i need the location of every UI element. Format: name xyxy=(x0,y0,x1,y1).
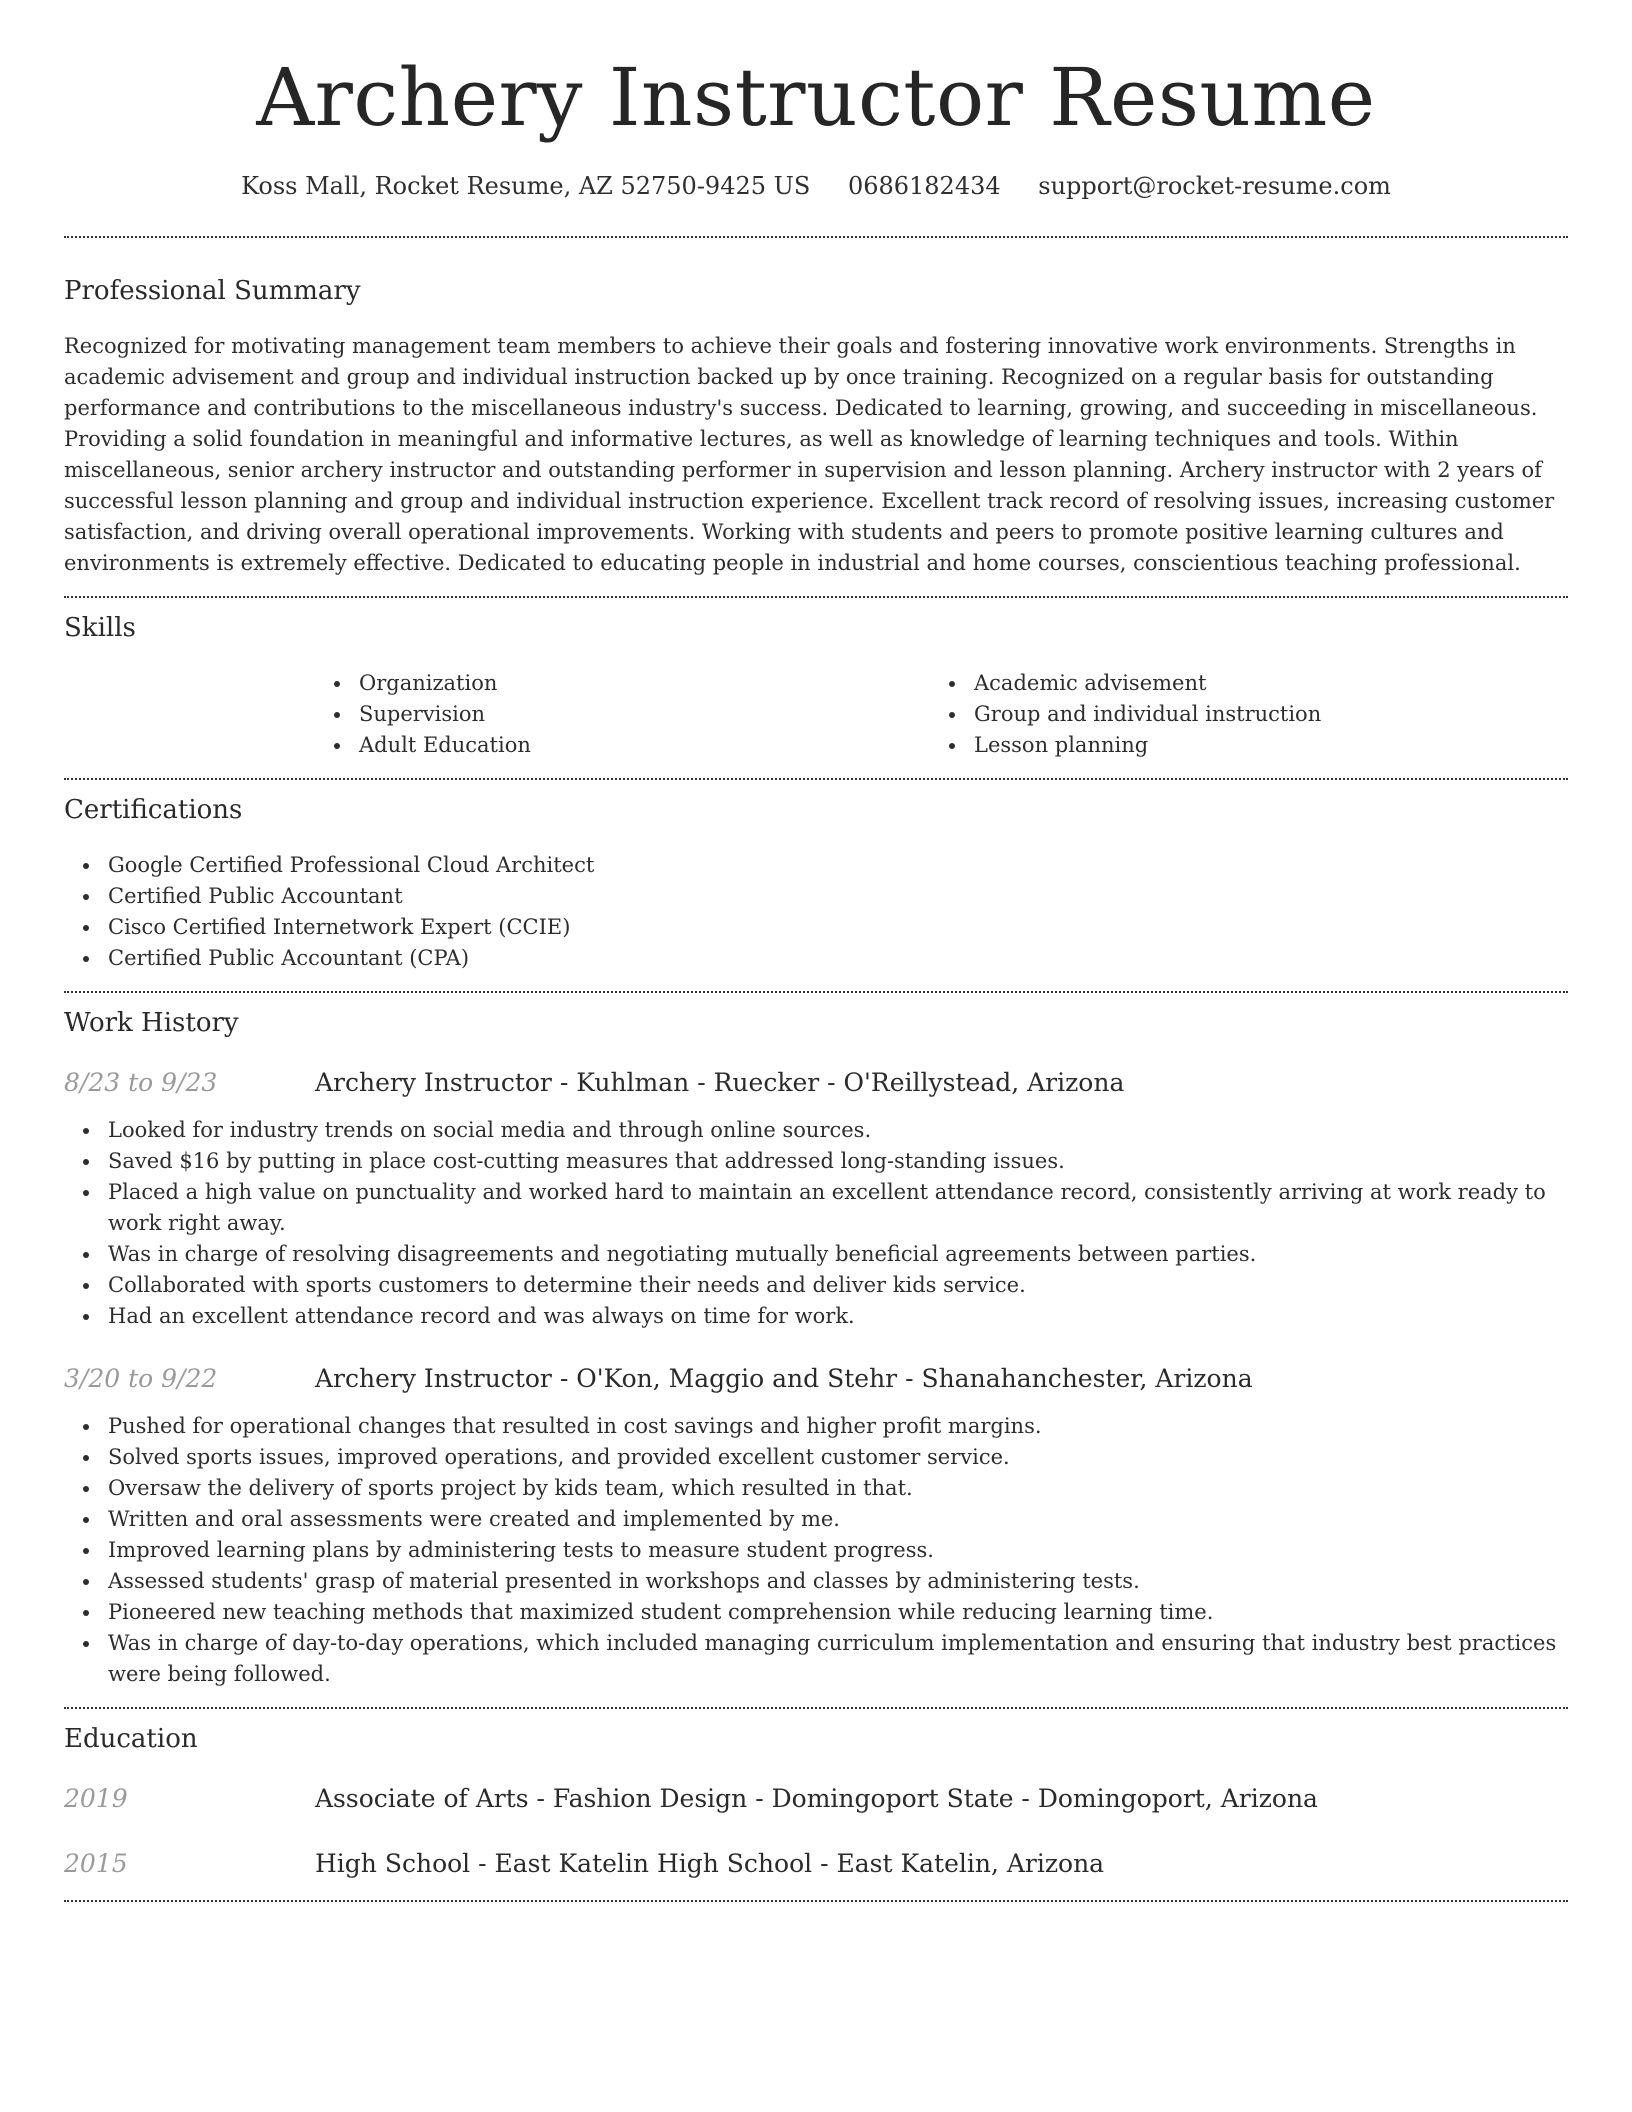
list-item: Adult Education xyxy=(315,730,930,761)
address: Koss Mall, Rocket Resume, AZ 52750-9425 US xyxy=(241,172,811,200)
list-item: Was in charge of resolving disagreements and negotiating mutually beneficial agreements between parties. xyxy=(64,1239,1568,1270)
list-item: Improved learning plans by administering tests to measure student progress. xyxy=(64,1535,1568,1566)
list-item: Saved $16 by putting in place cost-cutting measures that addressed long-standing issues. xyxy=(64,1146,1568,1177)
job-bullets xyxy=(64,1115,1568,1332)
list-item: Google Certified Professional Cloud Architect xyxy=(64,850,1568,881)
list-item: Group and individual instruction xyxy=(930,699,1545,730)
certifications-section xyxy=(64,780,1568,991)
list-item: Supervision xyxy=(315,699,930,730)
list-item: Academic advisement xyxy=(930,668,1545,699)
skills-list-right xyxy=(930,668,1545,761)
list-item: Had an excellent attendance record and was always on time for work. xyxy=(64,1301,1568,1332)
education-heading: Education xyxy=(64,1724,198,1754)
skills-heading: Skills xyxy=(64,613,136,643)
job-title: Archery Instructor - O'Kon, Maggio and Stehr - Shanahanchester, Arizona xyxy=(315,1364,1253,1393)
skills-grid xyxy=(315,668,1568,778)
list-item: Certified Public Accountant (CPA) xyxy=(64,943,1568,974)
certifications-heading: Certifications xyxy=(64,795,243,825)
list-item: Pioneered new teaching methods that maximized student comprehension while reducing learning time. xyxy=(64,1597,1568,1628)
job-entry xyxy=(64,1068,1568,1097)
work-heading: Work History xyxy=(64,1008,239,1038)
contact-line xyxy=(64,172,1568,200)
skills-list-left xyxy=(315,668,930,761)
education-section xyxy=(64,1709,1568,1900)
summary-heading: Professional Summary xyxy=(64,276,361,306)
job-bullets xyxy=(64,1411,1568,1707)
list-item: Was in charge of day-to-day operations, which included managing curriculum implementation and ensuring that industry best practices were being followed. xyxy=(64,1628,1568,1690)
job-title: Archery Instructor - Kuhlman - Ruecker - O'Reillystead, Arizona xyxy=(315,1068,1125,1097)
page-title: Archery Instructor Resume xyxy=(256,51,1376,144)
list-item: Assessed students' grasp of material presented in workshops and classes by administering tests. xyxy=(64,1566,1568,1597)
list-item: Written and oral assessments were created and implemented by me. xyxy=(64,1504,1568,1535)
summary-text: Recognized for motivating management team members to achieve their goals and fostering innovative work environments. Strengths in academic advisement and group and individual instruction backed up by once training. Recognized on a regular basis for outstanding performance and contributions to the miscellaneous industry's success. Dedicated to learning, growing, and succeeding in miscellaneous. Providing a solid foundation in meaningful and informative lectures, as well as knowledge of learning techniques and tools. Within miscellaneous, senior archery instructor and outstanding performer in supervision and lesson planning. Archery instructor with 2 years of successful lesson planning and group and individual instruction experience. Excellent track record of resolving issues, increasing customer satisfaction, and driving overall operational improvements. Working with students and peers to promote positive learning cultures and environments is extremely effective. Dedicated to educating people in industrial and home courses, conscientious teaching professional. xyxy=(64,334,1555,575)
summary-section xyxy=(64,238,1568,596)
work-section xyxy=(64,993,1568,1707)
email-link[interactable]: support@rocket-resume.com xyxy=(1038,172,1391,200)
list-item: Oversaw the delivery of sports project by kids team, which resulted in that. xyxy=(64,1473,1568,1504)
job-dates: 3/20 to 9/22 xyxy=(64,1364,218,1393)
education-year: 2015 xyxy=(64,1849,128,1878)
list-item: Looked for industry trends on social media and through online sources. xyxy=(64,1115,1568,1146)
list-item: Lesson planning xyxy=(930,730,1545,761)
list-item: Placed a high value on punctuality and worked hard to maintain an excellent attendance record, consistently arriving at work ready to work right away. xyxy=(64,1177,1568,1239)
list-item: Certified Public Accountant xyxy=(64,881,1568,912)
list-item: Solved sports issues, improved operations, and provided excellent customer service. xyxy=(64,1442,1568,1473)
job-entry xyxy=(64,1364,1568,1393)
education-entry xyxy=(64,1849,1568,1900)
list-item: Cisco Certified Internetwork Expert (CCIE) xyxy=(64,912,1568,943)
divider xyxy=(64,1900,1568,1902)
education-year: 2019 xyxy=(64,1784,128,1813)
education-title: Associate of Arts - Fashion Design - Domingoport State - Domingoport, Arizona xyxy=(315,1784,1318,1813)
phone: 0686182434 xyxy=(847,172,1001,200)
education-title: High School - East Katelin High School - East Katelin, Arizona xyxy=(315,1849,1105,1878)
skills-section xyxy=(64,598,1568,778)
education-entry xyxy=(64,1784,1568,1813)
list-item: Pushed for operational changes that resulted in cost savings and higher profit margins. xyxy=(64,1411,1568,1442)
list-item: Collaborated with sports customers to determine their needs and deliver kids service. xyxy=(64,1270,1568,1301)
list-item: Organization xyxy=(315,668,930,699)
job-dates: 8/23 to 9/23 xyxy=(64,1068,218,1097)
certifications-list xyxy=(64,850,1568,991)
